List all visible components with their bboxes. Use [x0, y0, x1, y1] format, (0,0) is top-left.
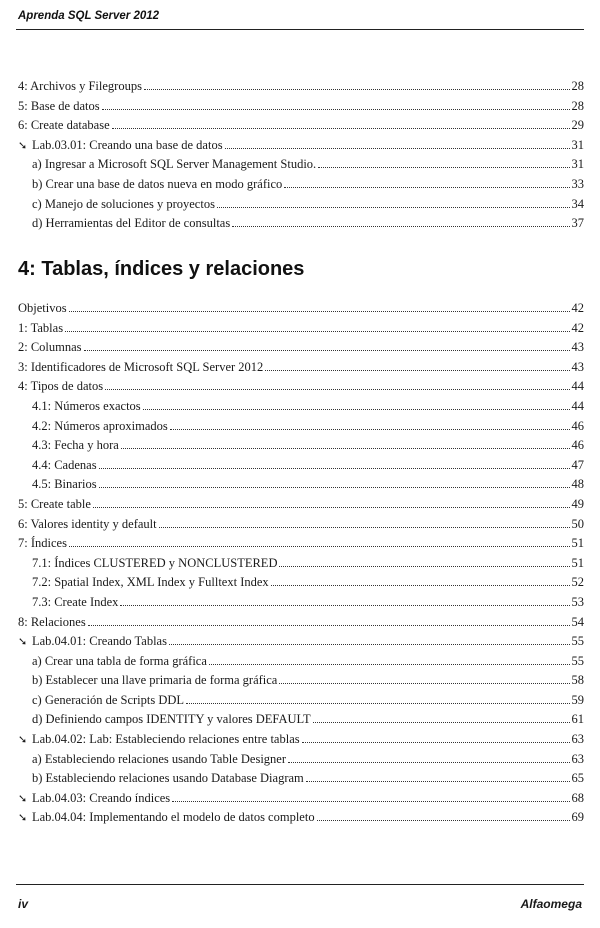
toc-entry — [18, 573, 584, 593]
toc-entry-label — [32, 593, 118, 613]
dot-leader — [279, 566, 569, 567]
toc-entry-text: 6: Valores identity y default — [18, 516, 157, 531]
dot-leader — [143, 409, 570, 410]
toc-entry — [18, 515, 584, 535]
dot-leader — [159, 527, 570, 528]
dot-leader — [225, 148, 570, 149]
dot-leader — [317, 820, 570, 821]
toc-entry-text: 7.3: Create Index — [32, 594, 119, 609]
dot-leader — [284, 187, 569, 188]
toc-entry-label — [18, 77, 142, 97]
toc-entry-label — [32, 750, 286, 770]
dot-leader — [217, 207, 570, 208]
toc-entry-label — [32, 417, 168, 437]
toc-entry-page: 51 — [571, 555, 584, 570]
toc-entry-page: 37 — [571, 216, 584, 231]
toc-entry-label — [18, 358, 263, 378]
toc-entry — [18, 338, 584, 358]
toc-entry-text: 4: Tipos de datos — [18, 379, 104, 394]
lab-arrow-icon: ➘ — [18, 811, 28, 825]
toc-entry-page: 43 — [571, 340, 584, 355]
toc-entry-text: a) Estableciendo relaciones usando Table Designer — [32, 751, 287, 766]
toc-entry-label — [32, 573, 269, 593]
toc-entry-label — [32, 436, 119, 456]
toc-entry-text: Lab.03.01: Creando una base de datos — [32, 137, 223, 152]
toc-entry-text: 5: Create table — [18, 496, 91, 511]
toc-entry-label — [32, 671, 277, 691]
toc-entry-text: 7.2: Spatial Index, XML Index y Fulltext Index — [32, 575, 269, 590]
toc-entry — [18, 495, 584, 515]
toc-entry-text: c) Generación de Scripts DDL — [32, 692, 185, 707]
lab-arrow-icon: ➘ — [18, 791, 28, 805]
toc-entry-label — [18, 136, 223, 156]
toc-entry-page: 31 — [571, 157, 584, 172]
toc-entry — [18, 116, 584, 136]
toc-entry-page: 34 — [571, 196, 584, 211]
toc-entry-page: 61 — [571, 712, 584, 727]
toc-entry-text: 4.4: Cadenas — [32, 457, 97, 472]
toc-entry-text: 7: Índices — [18, 536, 67, 551]
toc-entry — [18, 155, 584, 175]
toc-entry-page: 48 — [571, 477, 584, 492]
toc-entry-text: 6: Create database — [18, 118, 110, 133]
dot-leader — [69, 546, 570, 547]
dot-leader — [271, 585, 570, 586]
toc-entry-text: d) Herramientas del Editor de consultas — [32, 216, 231, 231]
chapter-title: 4: Tablas, índices y relaciones — [18, 258, 305, 280]
dot-leader — [302, 742, 570, 743]
toc-entry-label — [32, 691, 184, 711]
lab-arrow-icon: ➘ — [18, 635, 28, 649]
dot-leader — [169, 644, 570, 645]
dot-leader — [105, 389, 569, 390]
toc-entry-text: 3: Identificadores de Microsoft SQL Server 2012 — [18, 359, 264, 374]
toc-entry-text: Lab.04.01: Creando Tablas — [32, 634, 167, 649]
toc-entry-page: 50 — [571, 516, 584, 531]
toc-entry-page: 42 — [571, 301, 584, 315]
toc-entry-page: 28 — [571, 79, 584, 93]
toc-entry-text: d) Definiendo campos IDENTITY y valores DEFAULT — [32, 712, 311, 727]
toc-entry-label — [32, 652, 207, 672]
toc-entry-label — [18, 534, 67, 554]
toc-entry-page: 29 — [571, 118, 584, 133]
toc-entry-label — [18, 319, 63, 339]
toc-entry-label — [32, 397, 141, 417]
toc-entry-text: Objetivos — [18, 301, 67, 315]
toc-entry — [18, 750, 584, 770]
dot-leader — [313, 722, 570, 723]
toc-entry — [18, 613, 584, 633]
dot-leader — [112, 128, 570, 129]
toc-entry-page: 68 — [571, 790, 584, 805]
toc-entry-text: 4.3: Fecha y hora — [32, 438, 119, 453]
toc-entry-label — [18, 116, 110, 136]
toc-entry-label — [32, 214, 230, 234]
toc-entry-page: 55 — [571, 634, 584, 649]
toc-entry — [18, 299, 584, 319]
toc-entry — [18, 652, 584, 672]
toc-entry-text: Lab.04.02: Lab: Estableciendo relaciones entre tablas — [32, 732, 300, 747]
publisher-name: Alfaomega — [520, 897, 582, 911]
dot-leader — [88, 625, 570, 626]
toc-entry — [18, 534, 584, 554]
toc-entry-text: 4.2: Números aproximados — [32, 418, 168, 433]
page-number: iv — [18, 897, 29, 911]
dot-leader — [99, 487, 570, 488]
toc-entry-page: 54 — [571, 614, 584, 629]
toc-entry-page: 44 — [571, 379, 584, 394]
toc-entry-label — [32, 155, 316, 175]
dot-leader — [120, 605, 569, 606]
toc-entry — [18, 97, 584, 117]
toc-entry-page: 31 — [571, 137, 584, 152]
dot-leader — [172, 801, 569, 802]
toc-entry-text: 7.1: Índices CLUSTERED y NONCLUSTERED — [32, 555, 278, 570]
toc-entry-text: a) Ingresar a Microsoft SQL Server Management Studio. — [32, 157, 317, 172]
toc-entry-label — [18, 613, 86, 633]
toc-entry-text: Lab.04.03: Creando índices — [32, 790, 171, 805]
footer-rule — [16, 884, 584, 885]
toc-entry-label — [32, 710, 311, 730]
toc-entry-text: a) Crear una tabla de forma gráfica — [32, 653, 207, 668]
dot-leader — [121, 448, 570, 449]
dot-leader — [265, 370, 569, 371]
toc-entry — [18, 593, 584, 613]
toc-entry-label — [18, 632, 167, 652]
toc-section-chapter-4 — [18, 299, 584, 828]
toc-entry-label — [32, 554, 277, 574]
toc-entry-label — [18, 495, 91, 515]
toc-entry-label — [18, 377, 103, 397]
toc-entry — [18, 319, 584, 339]
toc-entry-label — [32, 769, 304, 789]
toc-entry-label — [18, 789, 170, 809]
toc-entry-page: 47 — [571, 457, 584, 472]
toc-lab-entry — [18, 136, 584, 156]
toc-entry — [18, 175, 584, 195]
toc-entry — [18, 769, 584, 789]
toc-entry-page: 33 — [571, 176, 584, 191]
toc-entry-page: 51 — [571, 536, 584, 551]
toc-entry-page: 28 — [571, 98, 584, 113]
dot-leader — [186, 703, 569, 704]
toc-entry — [18, 671, 584, 691]
toc-entry-label — [32, 195, 215, 215]
toc-entry-label — [18, 338, 82, 358]
toc-entry-label — [18, 808, 315, 828]
toc-section-previous-chapter — [18, 77, 584, 234]
dot-leader — [209, 664, 570, 665]
toc-entry-text: Lab.04.04: Implementando el modelo de datos completo — [32, 810, 315, 825]
toc-entry — [18, 475, 584, 495]
toc-entry — [18, 554, 584, 574]
toc-entry-page: 43 — [571, 359, 584, 374]
dot-leader — [102, 109, 570, 110]
toc-entry-page: 55 — [571, 653, 584, 668]
toc-entry-page: 52 — [571, 575, 584, 590]
toc-entry-label — [18, 97, 100, 117]
toc-entry — [18, 417, 584, 437]
lab-arrow-icon: ➘ — [18, 138, 28, 152]
toc-entry-text: 4.1: Números exactos — [32, 398, 141, 413]
toc-entry — [18, 358, 584, 378]
toc-entry-label — [18, 515, 157, 535]
toc-lab-entry — [18, 808, 584, 828]
dot-leader — [279, 683, 569, 684]
dot-leader — [170, 429, 570, 430]
dot-leader — [318, 167, 569, 168]
toc-entry-text: b) Crear una base de datos nueva en modo gráfico — [32, 176, 283, 191]
toc-entry-page: 58 — [571, 673, 584, 688]
toc-entry — [18, 456, 584, 476]
toc-entry — [18, 195, 584, 215]
toc-entry-label — [32, 456, 97, 476]
toc-entry — [18, 691, 584, 711]
dot-leader — [306, 781, 570, 782]
dot-leader — [65, 331, 569, 332]
toc-entry-text: b) Estableciendo relaciones usando Database Diagram — [32, 771, 304, 786]
toc-entry-label — [32, 475, 97, 495]
toc-entry-page: 46 — [571, 418, 584, 433]
dot-leader — [93, 507, 570, 508]
dot-leader — [99, 468, 570, 469]
toc-entry-label — [18, 299, 67, 319]
header-rule — [16, 29, 584, 30]
toc-entry-page: 42 — [571, 320, 584, 335]
toc-entry-text: 1: Tablas — [18, 320, 64, 335]
toc-entry-page: 49 — [571, 496, 584, 511]
toc-entry-text: b) Establecer una llave primaria de forma gráfica — [32, 673, 278, 688]
toc-entry-text: 2: Columnas — [18, 340, 82, 355]
dot-leader — [232, 226, 569, 227]
toc-entry-text: 4: Archivos y Filegroups — [18, 79, 142, 93]
dot-leader — [144, 89, 570, 90]
toc-entry-label — [18, 730, 300, 750]
toc-entry-text: 5: Base de datos — [18, 98, 100, 113]
toc-entry-text: 8: Relaciones — [18, 614, 86, 629]
toc-lab-entry — [18, 632, 584, 652]
toc-lab-entry — [18, 730, 584, 750]
dot-leader — [288, 762, 569, 763]
toc-entry-page: 44 — [571, 398, 584, 413]
toc-entry-text: 4.5: Binarios — [32, 477, 97, 492]
toc-entry-text: c) Manejo de soluciones y proyectos — [32, 196, 215, 211]
toc-entry — [18, 77, 584, 97]
dot-leader — [69, 311, 570, 312]
toc-entry-page: 63 — [571, 751, 584, 766]
toc-entry-page: 46 — [571, 438, 584, 453]
toc-entry-page: 65 — [571, 771, 584, 786]
running-header-title: Aprenda SQL Server 2012 — [18, 10, 160, 22]
toc-entry-label — [32, 175, 282, 195]
toc-entry — [18, 710, 584, 730]
toc-entry-page: 59 — [571, 692, 584, 707]
dot-leader — [84, 350, 570, 351]
lab-arrow-icon: ➘ — [18, 733, 28, 747]
toc-entry-page: 53 — [571, 594, 584, 609]
toc-entry-page: 69 — [571, 810, 584, 825]
toc-entry — [18, 377, 584, 397]
toc-entry-page: 63 — [571, 732, 584, 747]
toc-lab-entry — [18, 789, 584, 809]
toc-entry — [18, 397, 584, 417]
toc-entry — [18, 214, 584, 234]
toc-entry — [18, 436, 584, 456]
